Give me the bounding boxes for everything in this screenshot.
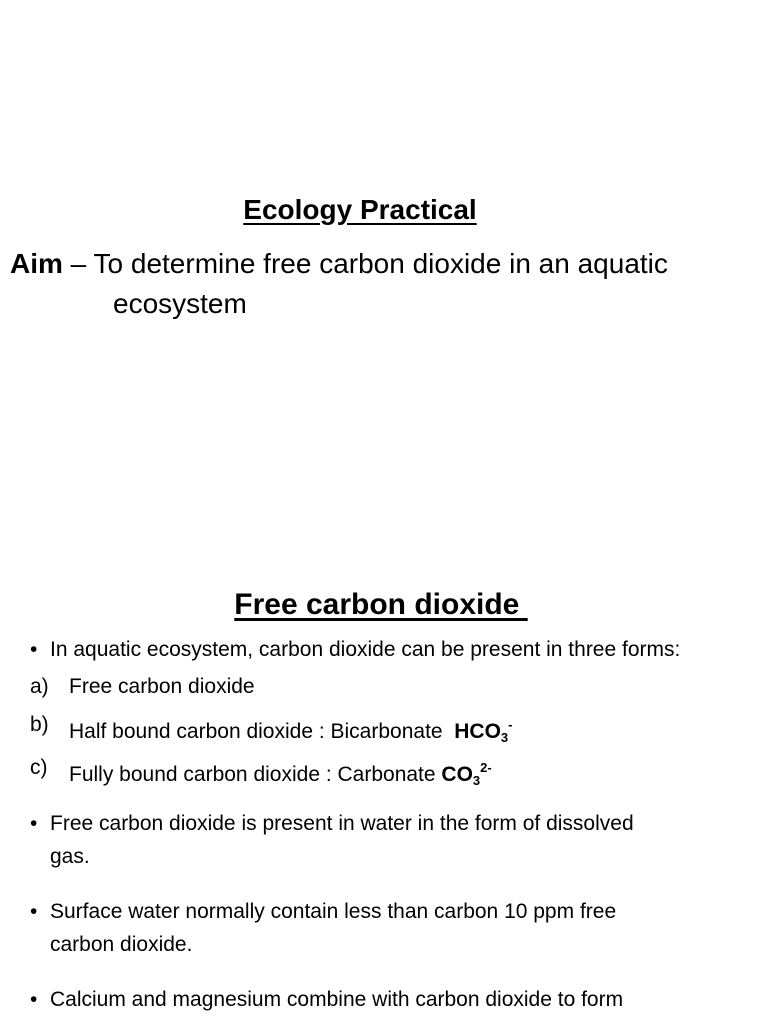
aim-text-line-2: ecosystem xyxy=(113,288,247,319)
slide-free-carbon-dioxide xyxy=(0,512,768,1024)
bicarbonate-formula xyxy=(454,717,513,745)
list-text: Free carbon dioxide xyxy=(69,675,255,698)
bullet-glyph: • xyxy=(30,812,38,835)
bullet-text-line-2: carbon dioxide. xyxy=(50,933,193,956)
formula-superscript: - xyxy=(508,717,513,732)
bullet-glyph: • xyxy=(30,638,38,661)
formula-base: CO xyxy=(441,763,473,786)
slide-title: Free carbon dioxide xyxy=(234,588,528,621)
bullet-text-line-2: gas. xyxy=(50,845,90,868)
formula-superscript: 2- xyxy=(480,760,492,775)
list-marker: a) xyxy=(30,675,49,698)
bullet-glyph: • xyxy=(30,988,38,1011)
formula-base: HCO xyxy=(454,720,501,743)
list-text-body: Half bound carbon dioxide : Bicarbonate xyxy=(69,720,455,743)
bullet-text-line-1: Free carbon dioxide is present in water in the form of dissolved xyxy=(50,812,634,835)
list-text-body: Fully bound carbon dioxide : Carbonate xyxy=(69,763,442,786)
formula-subscript: 3 xyxy=(472,773,481,788)
aim-label: Aim xyxy=(10,248,63,279)
list-text xyxy=(69,709,513,754)
list-text xyxy=(69,752,492,797)
formula-subscript: 3 xyxy=(500,730,509,745)
list-marker: c) xyxy=(30,756,48,779)
bullet-text-line-1: Surface water normally contain less than carbon 10 ppm free xyxy=(50,900,617,923)
aim-text-line-1: – To determine free carbon dioxide in an aquatic xyxy=(62,248,668,279)
carbonate-formula xyxy=(441,760,492,788)
slide-title: Ecology Practical xyxy=(243,194,477,225)
list-marker: b) xyxy=(30,713,49,736)
bullet-glyph: • xyxy=(30,900,38,923)
bullet-text: In aquatic ecosystem, carbon dioxide can be present in three forms: xyxy=(50,638,681,661)
bullet-text-line-1: Calcium and magnesium combine with carbon dioxide to form xyxy=(50,988,624,1011)
aim-statement xyxy=(10,244,760,324)
